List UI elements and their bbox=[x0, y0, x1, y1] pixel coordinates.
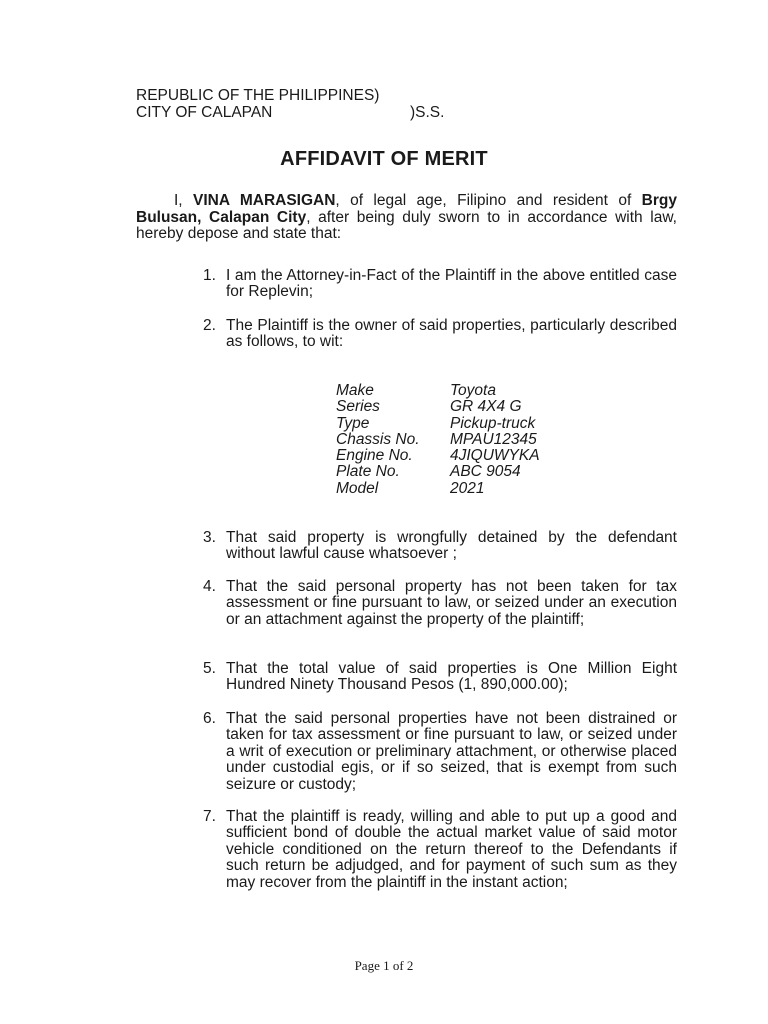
list-item-number: 1. bbox=[203, 267, 216, 284]
affiant-name: VINA MARASIGAN bbox=[193, 192, 336, 209]
spec-label: Model bbox=[336, 479, 379, 497]
intro-text-2: , of legal age, Filipino and resident of bbox=[335, 192, 642, 209]
list-item-number: 5. bbox=[203, 660, 216, 677]
venue-republic: REPUBLIC OF THE PHILIPPINES) bbox=[136, 87, 380, 104]
spec-row bbox=[336, 399, 540, 415]
spec-label: Plate No. bbox=[336, 463, 400, 481]
list-item-number: 7. bbox=[203, 808, 216, 825]
intro-text-1: I, bbox=[174, 192, 193, 209]
intro-text-3: , after being duly sworn to in accordance with law, hereby depose and state that: bbox=[136, 208, 677, 242]
list-item-text: I am the Attorney-in-Fact of the Plaintiff in the above entitled case for Replevin; bbox=[226, 267, 677, 301]
affiant-address: Brgy Bulusan, Calapan City bbox=[136, 192, 677, 226]
spec-label: Chassis No. bbox=[336, 430, 420, 448]
spec-row bbox=[336, 416, 540, 432]
list-item bbox=[203, 711, 677, 793]
spec-row bbox=[336, 481, 540, 497]
spec-value: Toyota bbox=[450, 382, 496, 399]
venue-city: CITY OF CALAPAN bbox=[136, 104, 273, 121]
list-item bbox=[203, 268, 677, 301]
list-item-number: 3. bbox=[203, 529, 216, 546]
list-item bbox=[203, 579, 677, 628]
list-item bbox=[203, 809, 677, 891]
spec-value: GR 4X4 G bbox=[450, 398, 522, 416]
list-item-text: That the plaintiff is ready, willing and able to put up a good and sufficient bond of double the actual market value of said motor vehicle conditioned on the return thereof to the Defendants if such return be adjudged, and for payment of such sum as they may recover from the plaintiff in the instant action; bbox=[226, 808, 677, 891]
list-item-text: The Plaintiff is the owner of said properties, particularly described as follows, to wit: bbox=[226, 317, 677, 351]
spec-value: Pickup-truck bbox=[450, 414, 536, 432]
page-number: Page 1 of 2 bbox=[354, 958, 414, 973]
spec-label: Series bbox=[336, 398, 380, 416]
spec-label: Engine No. bbox=[336, 447, 413, 465]
list-item-number: 4. bbox=[203, 578, 216, 595]
list-item-number: 6. bbox=[203, 710, 216, 727]
list-item bbox=[203, 530, 677, 563]
spec-row bbox=[336, 464, 540, 480]
spec-value: MPAU12345 bbox=[450, 430, 537, 448]
spec-row bbox=[336, 383, 540, 399]
venue-block bbox=[136, 87, 444, 121]
list-item-text: That said property is wrongfully detained by the defendant without lawful cause whatsoever ; bbox=[226, 529, 677, 563]
spec-value: 4JIQUWYKA bbox=[450, 447, 540, 465]
document-title: AFFIDAVIT OF MERIT bbox=[280, 148, 488, 170]
spec-value: 2021 bbox=[450, 479, 485, 497]
list-item bbox=[203, 661, 677, 694]
list-item-text: That the said personal properties have not been distrained or taken for tax assessment or fine pursuant to law, or seized under a writ of execution or preliminary attachment, or otherwise placed under custodial egis, or if so seized, that is exempt from such seizure or custody; bbox=[226, 710, 677, 793]
spec-label: Make bbox=[336, 382, 374, 399]
spec-label: Type bbox=[336, 414, 370, 432]
spec-row bbox=[336, 432, 540, 448]
list-item-text: That the total value of said properties is One Million Eight Hundred Ninety Thousand Pesos (1, 890,000.00); bbox=[226, 660, 677, 694]
venue-line-1 bbox=[136, 87, 444, 104]
intro-paragraph bbox=[136, 193, 677, 243]
list-item-number: 2. bbox=[203, 317, 216, 334]
spec-row bbox=[336, 448, 540, 464]
list-item-text: That the said personal property has not been taken for tax assessment or fine pursuant to law, or seized under an execution or an attachment against the property of the plaintiff; bbox=[226, 578, 677, 628]
venue-ss: )S.S. bbox=[410, 104, 445, 121]
vehicle-specs bbox=[336, 383, 540, 497]
venue-line-2 bbox=[136, 104, 444, 121]
spec-value: ABC 9054 bbox=[450, 463, 521, 481]
list-item bbox=[203, 318, 677, 351]
